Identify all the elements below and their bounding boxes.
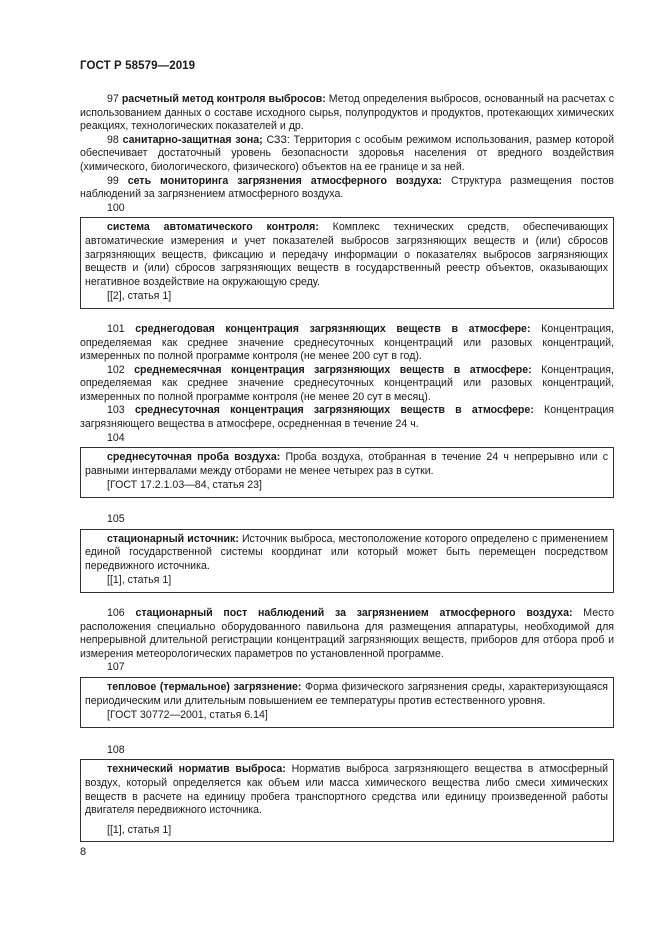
entry-107-reference: [ГОСТ 30772—2001, статья 6.14] [107, 709, 268, 722]
entry-104-reference: [ГОСТ 17.2.1.03—84, статья 23] [107, 479, 262, 492]
entry-108-number: 108 [107, 743, 125, 756]
entry-number: 99 [107, 174, 119, 187]
entry-105-box [80, 529, 614, 593]
entry-101 [80, 323, 614, 364]
entry-definition: Метод определения выбросов, основанный на расчетах с использованием данных о составе исходного сырья, полупродуктов и продуктов, протекающих химических реакциях, технологических показателей и др. [80, 93, 614, 133]
entry-term: технический норматив выброса: [107, 763, 286, 776]
entry-98 [80, 134, 614, 175]
entry-104 [85, 451, 608, 478]
entry-term: санитарно-защитная зона; [122, 133, 263, 146]
entry-number: 98 [107, 133, 119, 146]
entry-definition: Форма физического загрязнения среды, характеризующаяся периодическим или длительным повышением ее температуры против естественного уровня. [85, 680, 608, 707]
entry-108-reference: [[1], статья 1] [107, 823, 172, 836]
entry-number: 97 [107, 93, 119, 105]
entry-number: 101 [107, 322, 125, 335]
entry-term: стационарный пост наблюдений за загрязнением атмосферного воздуха: [135, 607, 573, 619]
entry-107-box [80, 677, 614, 728]
entry-term: среднесуточная концентрация загрязняющих веществ в атмосфере: [134, 404, 534, 417]
entry-definition: Норматив выброса загрязняющего вещества в атмосферный воздух, который определяется как объем или масса химического вещества либо смеси химических веществ в расчете на единицу пробега транспортного средства или единицу произведенной работы двигателя передвижного источника. [85, 763, 608, 817]
entry-103 [80, 404, 614, 431]
entry-100 [85, 221, 608, 289]
entry-99 [80, 175, 614, 202]
entry-term: сеть мониторинга загрязнения атмосферного воздуха: [127, 174, 443, 187]
entry-108-box [80, 759, 614, 842]
entry-number: 103 [107, 404, 125, 417]
document-header: ГОСТ Р 58579—2019 [80, 60, 196, 72]
document-body [80, 93, 614, 842]
entry-104-number: 104 [107, 431, 125, 444]
entry-term: среднемесячная концентрация загрязняющих веществ в атмосфере: [134, 363, 532, 376]
entry-definition: Концентрация загрязняющего вещества в атмосфере, осредненная в течение 24 ч. [80, 404, 614, 431]
entry-term: расчетный метод контроля выбросов: [121, 93, 326, 105]
entry-definition: Структура размещения постов наблюдений за загрязнением атмосферного воздуха. [80, 174, 614, 201]
entry-106 [80, 607, 614, 661]
entry-term: среднесуточная проба воздуха: [107, 451, 281, 464]
page-number: 8 [80, 846, 87, 858]
entry-107 [85, 681, 608, 708]
entry-definition: Место расположения специально оборудованного павильона для размещения аппаратуры, необходимой для непрерывной длительной регистрации концентраций загрязняющих веществ, приборов для отбора проб и измерения метеорологических параметров по установленной программе. [80, 607, 615, 660]
entry-definition: Комплекс технических средств, обеспечивающих автоматические измерения и учет показателей выбросов загрязняющих веществ и (или) сбросов загрязняющих веществ, фиксацию и передачу информации о показателях выбросов загрязняющих веществ и (или) сбросов загрязняющих веществ в государственный реестр объектов, оказывающих негативное воздействие на окружающую среду. [85, 221, 609, 288]
entry-97 [80, 93, 614, 134]
entry-term: среднегодовая концентрация загрязняющих веществ в атмосфере: [135, 322, 531, 335]
entry-number: 102 [107, 363, 125, 376]
entry-104-box [80, 447, 614, 498]
entry-100-reference: [[2], статья 1] [107, 290, 172, 303]
entry-105-number: 105 [107, 513, 125, 526]
entry-102 [80, 364, 614, 405]
entry-definition: Концентрация, определяемая как среднее значение среднесуточных концентраций или разовых концентраций, измеренных по полной программе контроля (не менее 200 сут в год). [80, 322, 614, 363]
entry-100-number: 100 [107, 201, 125, 214]
entry-107-number: 107 [107, 661, 125, 674]
entry-100-box [80, 217, 614, 309]
entry-105 [85, 533, 608, 574]
entry-105-reference: [[1], статья 1] [107, 574, 172, 587]
entry-term: система автоматического контроля: [107, 221, 319, 234]
entry-term: стационарный источник: [107, 532, 239, 545]
entry-definition: Концентрация, определяемая как среднее значение среднесуточных концентраций или разовых концентраций, измеренных по полной программе контроля (не менее 20 сут в месяц). [80, 363, 614, 403]
entry-108 [85, 763, 608, 817]
entry-definition: Проба воздуха, отобранная в течение 24 ч непрерывно или с равными интервалами между отборами не менее четырех раз в сутки. [85, 451, 608, 477]
entry-definition: СЗЗ: Территория с особым режимом использования, размер которой обеспечивает достаточный уровень безопасности здоровья населения от вредного воздействия (химического, биологического, физического) объектов на ее границе и за ней. [80, 133, 614, 173]
entry-definition: Источник выброса, местоположение которого определено с применением единой государственной системы координат или который может быть перемещен посредством передвижного источника. [85, 532, 608, 572]
entry-term: тепловое (термальное) загрязнение: [107, 680, 302, 693]
entry-number: 106 [107, 607, 125, 619]
